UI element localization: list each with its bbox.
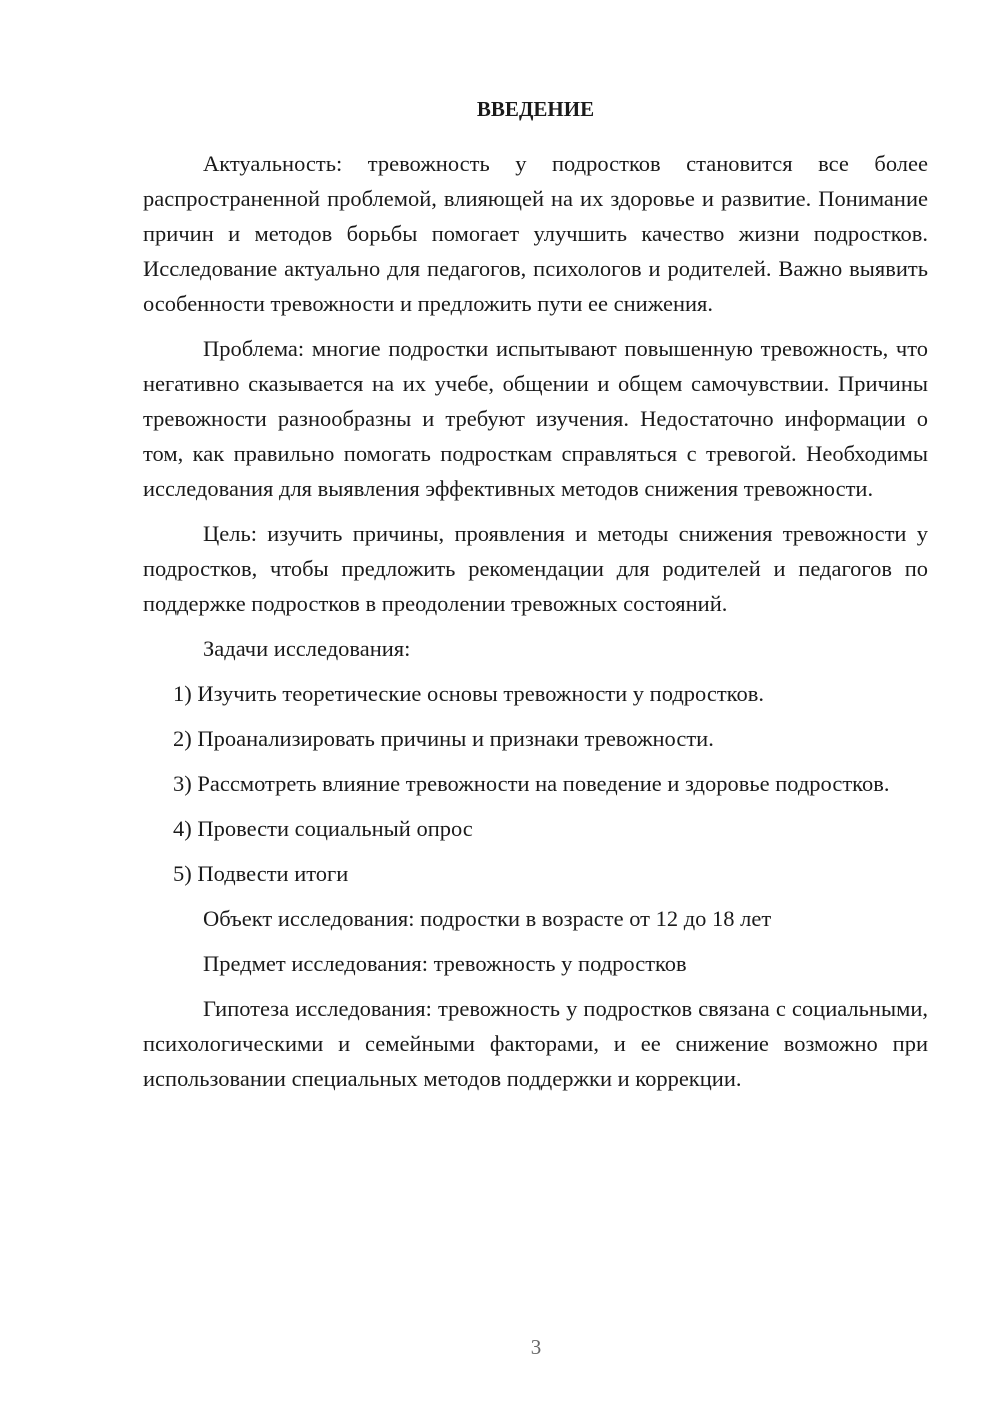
problem-paragraph: Проблема: многие подростки испытывают повышенную тревожность, что негативно сказывается на их учебе, общении и общем самочувствии. Причины тревожности разнообразны и требуют изучения. Недостаточно информации о том, как правильно помогать подросткам справляться с тревогой. Необходимы исследования для выявления эффективных методов снижения тревожности.: [143, 336, 928, 501]
goal-paragraph: Цель: изучить причины, проявления и методы снижения тревожности у подростков, чтобы предложить рекомендации для родителей и педагогов по поддержке подростков в преодолении тревожных состояний.: [143, 521, 928, 616]
task-item: 4) Провести социальный опрос: [173, 816, 473, 841]
hypothesis-paragraph: Гипотеза исследования: тревожность у подростков связана с социальными, психологическими и семейными факторами, и ее снижение возможно при использовании специальных методов поддержки и коррекции.: [143, 996, 928, 1091]
subject-paragraph: Предмет исследования: тревожность у подростков: [203, 951, 687, 976]
task-item: 1) Изучить теоретические основы тревожности у подростков.: [173, 681, 764, 706]
page-content: [143, 92, 928, 1106]
task-item: 5) Подвести итоги: [173, 861, 349, 886]
section-heading: ВВЕДЕНИЕ: [476, 97, 595, 121]
object-paragraph: Объект исследования: подростки в возрасте от 12 до 18 лет: [203, 906, 772, 931]
relevance-paragraph: Актуальность: тревожность у подростков становится все более распространенной проблемой, влияющей на их здоровье и развитие. Понимание причин и методов борьбы помогает улучшить качество жизни подростков. Исследование актуально для педагогов, психологов и родителей. Важно выявить особенности тревожности и предложить пути ее снижения.: [143, 151, 928, 316]
page-number: 3: [530, 1335, 542, 1359]
task-item: 3) Рассмотреть влияние тревожности на поведение и здоровье подростков.: [173, 771, 890, 796]
task-item: 2) Проанализировать причины и признаки тревожности.: [173, 726, 714, 751]
tasks-title: Задачи исследования:: [203, 636, 411, 661]
